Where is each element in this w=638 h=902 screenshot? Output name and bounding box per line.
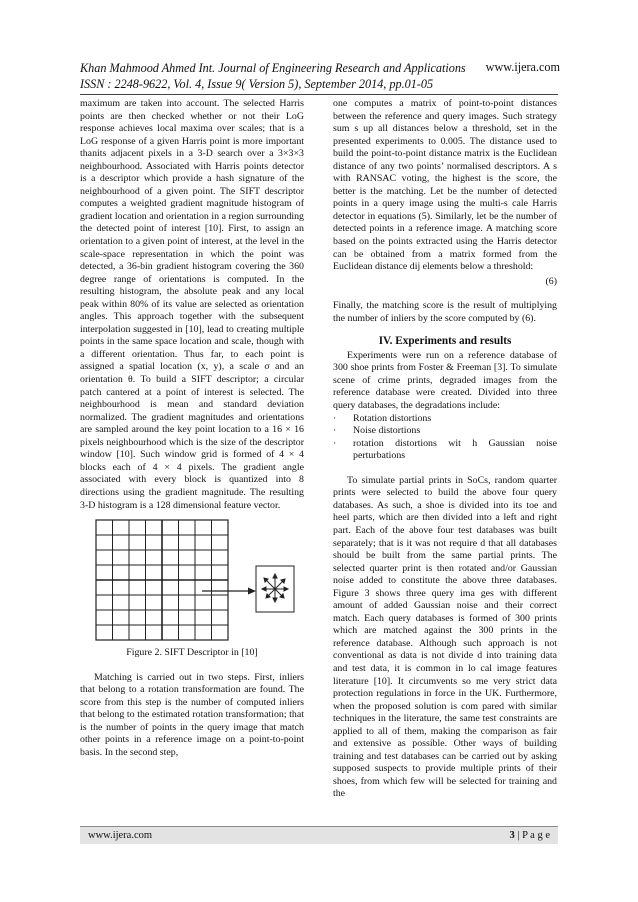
degradation-list xyxy=(333,413,557,463)
right-paragraph-2: Finally, the matching score is the result of multiplying the number of inliers by the score computed by (6). xyxy=(333,300,557,324)
section-heading: IV. Experiments and results xyxy=(378,335,512,348)
header-divider xyxy=(80,94,558,95)
left-column xyxy=(80,98,304,759)
journal-issn-line: ISSN : 2248-9622, Vol. 4, Issue 9( Version 5), September 2014, pp.01-05 xyxy=(80,77,434,91)
orientation-histogram-icon xyxy=(262,574,288,602)
footer-url-link[interactable]: www.ijera.com xyxy=(88,830,153,841)
sift-descriptor-figure xyxy=(80,518,304,643)
right-paragraph-4: To simulate partial prints in SoCs, random quarter prints were selected to build the above four query databases. As such, a shoe is divided into its toe and heel parts, which are then divided into a left and right part. Each of the above four test databases was built separately; that is it was not require d that all databases should be built from the same partial prints. The selected quarter print is then rotated and/or Gaussian noise added to constitute the above three databases. Figure 3 shows three query ima ges with different amount of added Gaussian noise and their correct match. Each query databases is formed of 300 prints which are matched against the 300 prints in the reference database. Although such approach is not conventional as data is not divide d into training data and test data, it is common in lo cal image features literature [10]. It circumvents so me very strict data protection regulations in force in the UK. Furthermore, when the proposed solution is com pared with similar techniques in the literature, the same test constraints are applied to all of them, making the comparison as fair and extensive as possible. Other ways of building training and test databases can be carried out by asking supposed suspects to provide multiple prints of their shoes, from which few will be selected for training and the xyxy=(333,474,557,800)
sift-descriptor-diagram xyxy=(80,518,304,643)
left-paragraph-2: Matching is carried out in two steps. First, inliers that belong to a rotation transformation are found. The score from this step is the number of computed inliers that belong to the estimated rotation transformation; that is the number of points in the query image that match other points in a reference image on a point-to-point basis. In the second step, xyxy=(80,671,304,758)
page-number xyxy=(510,827,551,844)
left-paragraph-1: maximum are taken into account. The selected Harris points are then checked whether or not their LoG response achieves local maxima over scales; that is a LoG response of a given Harris point is more important thanits adjacent pixels in a 3-D search over a 3×3×3 neighbourhood. Associated with Harris points detector is a descriptor which provide a hash signature of the neighbourhood of a given point. The SIFT descriptor computes a weighted gradient magnitude histogram of gradient location and orientation in a region surrounding the detected point of interest [10]. First, to assign an orientation to a given point of interest, at the level in the scale-space representation in which the point was detected, a 36-bin gradient histogram covering the 360 degree range of orientations is computed. In the resulting histogram, the absolute peak and any local peak within 80% of its value are selected as orientation angles. This approach together with the subsequent interpolation suggested in [10], lead to creating multiple points in the same space location and scale, though with a different orientation. Thus far, to each point is assigned a spatial location (x, y), a scale σ and an orientation θ. To build a SIFT descriptor; a circular patch cantered at a point of interest is selected. The neighbourhood is mean and standard deviation normalized. The gradient magnitudes and orientations are sampled around the key point location to a 16 × 16 pixels neighbourhood which is the size of the descriptor window [10]. Such window grid is formed of 4 × 4 blocks each of 4 × 4 pixels. The gradient angle associated with every block is quantized into 8 directions using the gradient magnitude. The resulting 3-D histogram is a 128 dimensional feature vector. xyxy=(80,98,304,511)
equation-number: (6) xyxy=(545,275,557,287)
journal-title-line: Khan Mahmood Ahmed Int. Journal of Engineering Research and Applications xyxy=(80,61,466,75)
figure-caption: Figure 2. SIFT Descriptor in [10] xyxy=(126,647,258,659)
bullet-marker: · xyxy=(333,425,337,437)
header-url-link[interactable]: www.ijera.com xyxy=(485,60,560,74)
page-label: | P a g e xyxy=(514,830,550,841)
page-number-value: 3 xyxy=(509,830,515,841)
right-paragraph-3: Experiments were run on a reference database of 300 shoe prints from Foster & Freeman [3]. To simulate scene of crime prints, degraded images from the reference database were created. Divided into three query databases, the degradations include: xyxy=(333,349,557,412)
right-column xyxy=(333,98,557,801)
page-footer xyxy=(80,826,558,844)
list-item: · rotation distortions wit h Gaussian noise perturbations xyxy=(333,437,557,462)
pointer-arrow-head xyxy=(248,588,256,595)
running-header xyxy=(80,60,500,92)
bullet-marker: · xyxy=(333,412,337,424)
list-item: · Rotation distortions xyxy=(333,412,432,424)
right-paragraph-1: one computes a matrix of point-to-point distances between the reference and query images. Such strategy sum s up all distances below a threshold, set in the presented experiments to 0.005. The distance used to build the point-to-point distance matrix is the Euclidean distance of any two points’ normalised descriptors. A s with RANSAC voting, the highest is the score, the better is the matching. Let be the number of detected points in a query image using the multi-s cale Harris detector in equations (5). Similarly, let be the number of detected points in a reference image. A matching score based on the points extracted using the Harris detector can be obtained from a matrix formed from the Euclidean distance dij elements below a threshold: xyxy=(333,98,557,273)
bullet-marker: · xyxy=(333,437,337,449)
list-item: · Noise distortions xyxy=(333,425,421,437)
